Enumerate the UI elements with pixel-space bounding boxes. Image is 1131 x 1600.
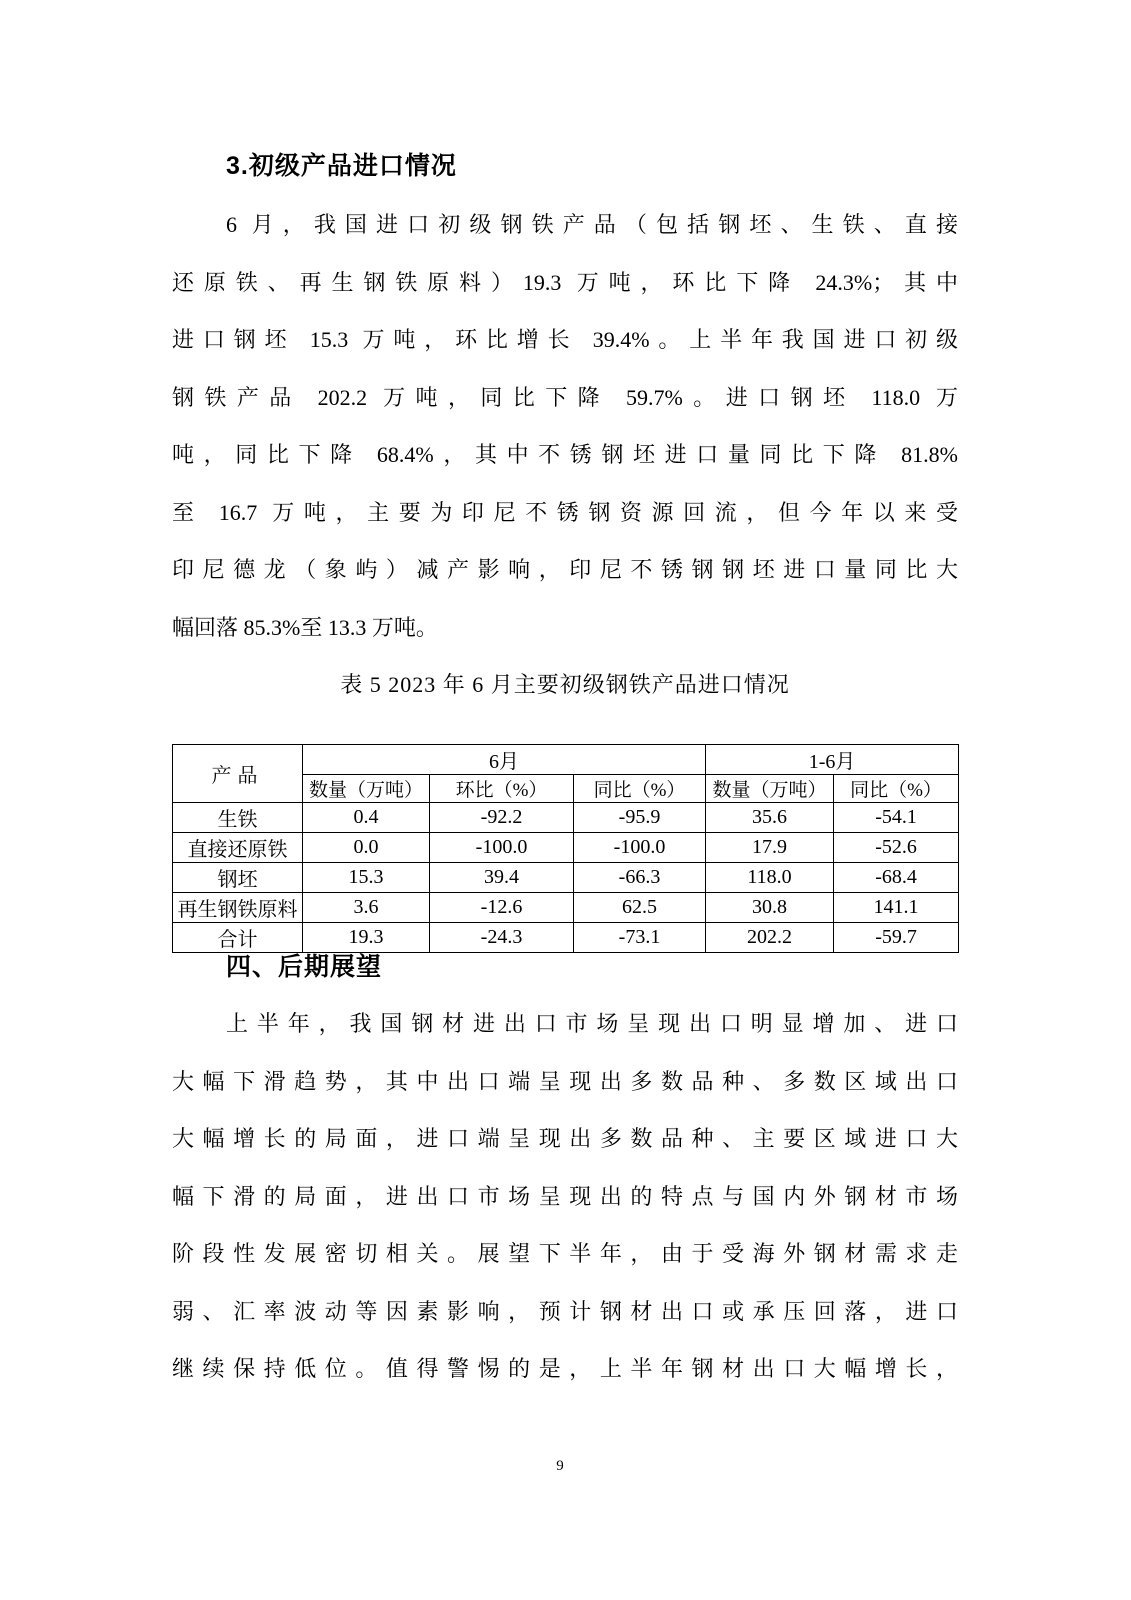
cell: -66.3 [574,863,706,893]
row-label: 再生钢铁原料 [173,893,303,923]
section-heading-outlook: 四、后期展望 [226,953,383,981]
paragraph-line: 还原铁、再生钢铁原料）19.3 万吨，环比下降 24.3%；其中 [172,269,958,295]
row-label: 直接还原铁 [173,833,303,863]
table-title: 表 5 2023 年 6 月主要初级钢铁产品进口情况 [340,672,790,697]
cell: 17.9 [706,833,834,863]
cell: -68.4 [834,863,959,893]
cell: -59.7 [834,923,959,953]
row-label: 钢坯 [173,863,303,893]
paragraph-line: 吨，同比下降 68.4%，其中不锈钢坯进口量同比下降 81.8% [172,442,958,467]
row-label: 合计 [173,923,303,953]
paragraph-primary-imports [172,196,958,656]
cell: 0.0 [303,833,430,863]
cell: -24.3 [430,923,574,953]
paragraph-line: 继续保持低位。值得警惕的是，上半年钢材出口大幅增长， [172,1356,958,1381]
cell: -54.1 [834,803,959,833]
paragraph-line: 阶段性发展密切相关。展望下半年，由于受海外钢材需求走 [172,1241,958,1266]
cell: -100.0 [574,833,706,863]
table-subheader-qty-jan-june: 数量（万吨） [706,775,834,803]
table-subheader-yoy-june: 同比（%） [574,775,706,803]
table-row [173,833,959,863]
paragraph-outlook [172,995,958,1398]
table-header-row [173,745,959,775]
table-header-june: 6月 [303,745,706,775]
table-header-jan-june: 1-6月 [706,745,959,775]
cell: 19.3 [303,923,430,953]
table-header-product: 产品 [173,745,303,803]
row-label: 生铁 [173,803,303,833]
cell: 202.2 [706,923,834,953]
cell: -95.9 [574,803,706,833]
cell: -100.0 [430,833,574,863]
page-number: 9 [556,1458,564,1474]
cell: 141.1 [834,893,959,923]
cell: -12.6 [430,893,574,923]
cell: 3.6 [303,893,430,923]
cell: 0.4 [303,803,430,833]
cell: 62.5 [574,893,706,923]
cell: 30.8 [706,893,834,923]
paragraph-line: 幅回落 85.3%至 13.3 万吨。 [172,614,438,640]
cell: 39.4 [430,863,574,893]
cell: -73.1 [574,923,706,953]
paragraph-line: 钢铁产品 202.2 万吨，同比下降 59.7%。进口钢坯 118.0 万 [172,384,958,410]
table-row [173,893,959,923]
cell: 118.0 [706,863,834,893]
table-subheader-mom: 环比（%） [430,775,574,803]
section-heading-primary-imports: 3.初级产品进口情况 [226,152,457,180]
paragraph-line: 上半年，我国钢材进出口市场呈现出口明显增加、进口 [226,1011,958,1036]
cell: 15.3 [303,863,430,893]
paragraph-line: 至 16.7 万吨，主要为印尼不锈钢资源回流，但今年以来受 [172,499,958,525]
imports-table [172,744,959,953]
cell: -52.6 [834,833,959,863]
paragraph-line: 6 月，我国进口初级钢铁产品（包括钢坯、生铁、直接 [226,212,958,237]
table-row [173,803,959,833]
cell: -92.2 [430,803,574,833]
paragraph-line: 弱、汇率波动等因素影响，预计钢材出口或承压回落，进口 [172,1298,958,1324]
table-subheader-yoy-jan-june: 同比（%） [834,775,959,803]
paragraph-line: 印尼德龙（象屿）减产影响，印尼不锈钢钢坯进口量同比大 [172,557,958,582]
paragraph-line: 进口钢坯 15.3 万吨，环比增长 39.4%。上半年我国进口初级 [172,327,958,352]
table-row [173,863,959,893]
paragraph-line: 大幅下滑趋势，其中出口端呈现出多数品种、多数区域出口 [172,1068,958,1094]
cell: 35.6 [706,803,834,833]
paragraph-line: 大幅增长的局面，进口端呈现出多数品种、主要区域进口大 [172,1126,958,1151]
paragraph-line: 幅下滑的局面，进出口市场呈现出的特点与国内外钢材市场 [172,1183,958,1209]
table-subheader-qty-june: 数量（万吨） [303,775,430,803]
